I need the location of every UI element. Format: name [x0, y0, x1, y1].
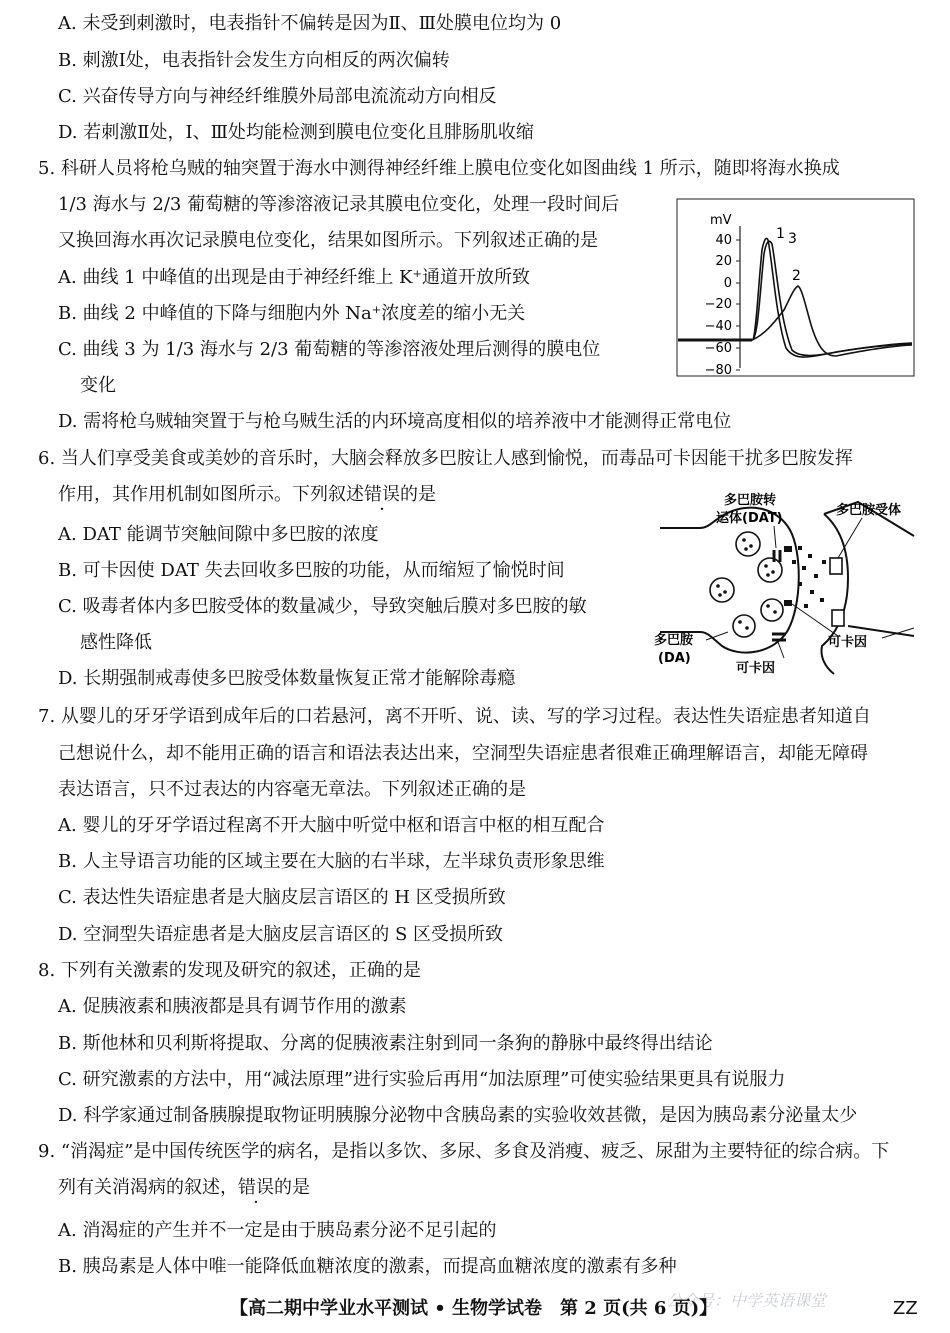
membrane-potential-figure: [676, 198, 916, 378]
receptor-label: 多巴胺受体: [836, 503, 902, 518]
da-label-line1: 多巴胺: [654, 633, 694, 648]
q5-stem-line3: 又换回海水再次记录膜电位变化，结果如图所示。下列叙述正确的是: [58, 230, 598, 251]
tick-label: 40: [715, 233, 732, 248]
q7-option-c: C. 表达性失语症患者是大脑皮层言语区的 H 区受损所致: [58, 887, 506, 908]
q6-option-c-line1: C. 吸毒者体内多巴胺受体的数量减少，导致突触后膜对多巴胺的敏: [58, 596, 587, 617]
emphasis-char: 错误: [364, 484, 400, 505]
postsynaptic-membrane: [822, 514, 849, 674]
q9-stem-line1: 9. “消渴症”是中国传统医学的病名，是指以多饮、多尿、多食及消瘦、疲乏、尿甜为主要特征的综合病。下: [38, 1141, 890, 1162]
q8-option-b: B. 斯他林和贝利斯将提取、分离的促胰液素注射到同一条狗的静脉中最终得出结论: [58, 1033, 713, 1054]
q6-option-c-line2: 感性降低: [80, 632, 152, 653]
figure-unit-label: mV: [710, 213, 732, 228]
q6-stem-line2: [58, 483, 436, 507]
cocaine-label-bottom: 可卡因: [736, 661, 776, 676]
q8-option-d: D. 科学家通过制备胰腺提取物证明胰腺分泌物中含胰岛素的实验收效甚微，是因为胰岛素分泌量太少: [58, 1105, 858, 1126]
dat-label-line1: 多巴胺转: [724, 493, 777, 508]
q5-stem-line1: 5. 科研人员将枪乌贼的轴突置于海水中测得神经纤维上膜电位变化如图曲线 1 所示，随即将海水换成: [38, 158, 840, 179]
q7-option-d: D. 空洞型失语症患者是大脑皮层言语区的 S 区受损所致: [58, 924, 504, 945]
q7-stem-line1: 7. 从婴儿的牙牙学语到成年后的口若悬河，离不开听、说、读、写的学习过程。表达性失语症患者知道自: [38, 706, 871, 727]
q7-stem-line2: 己想说什么，却不能用正确的语言和语法表达出来，空洞型失语症患者很难正确理解语言，却能无障碍: [58, 743, 868, 764]
q9-stem-line2: [58, 1176, 310, 1200]
q7-option-b: B. 人主导语言功能的区域主要在大脑的右半球，左半球负责形象思维: [58, 851, 605, 872]
page-footer: 【高二期中学业水平测试 • 生物学试卷 第 2 页(共 6 页)】: [230, 1298, 718, 1319]
curve-1: [752, 238, 912, 357]
synapse-figure: [652, 486, 917, 678]
tick-label: 20: [715, 254, 732, 269]
q9-option-b: B. 胰岛素是人体中唯一能降低血糖浓度的激素，而提高血糖浓度的激素有多种: [58, 1256, 677, 1277]
da-label-line2: (DA): [658, 651, 691, 666]
dat-label-line2: 运体(DAT): [716, 511, 783, 526]
q6-stem-text-a: 作用，其作用机制如图所示。下列叙述: [58, 484, 364, 505]
watermark: 公众号：中学英语课堂: [666, 1291, 827, 1310]
q7-option-a: A. 婴儿的牙牙学语过程离不开大脑中听觉中枢和语言中枢的相互配合: [58, 815, 605, 836]
emphasis-char: 错误: [238, 1177, 274, 1198]
q4-option-a: A. 未受到刺激时，电表指针不偏转是因为Ⅱ、Ⅲ处膜电位均为 0: [58, 13, 562, 34]
q5-option-a: A. 曲线 1 中峰值的出现是由于神经纤维上 K⁺通道开放所致: [58, 267, 531, 288]
q6-stem-line1: 6. 当人们享受美食或美妙的音乐时，大脑会释放多巴胺让人感到愉悦，而毒品可卡因能干扰多巴胺发挥: [38, 448, 853, 469]
q5-option-d: D. 需将枪乌贼轴突置于与枪乌贼生活的内环境高度相似的培养液中才能测得正常电位: [58, 411, 732, 432]
q6-option-d: D. 长期强制戒毒使多巴胺受体数量恢复正常才能解除毒瘾: [58, 668, 516, 689]
tick-label: −40: [704, 319, 732, 334]
q6-stem-text-c: 的是: [400, 484, 436, 505]
curve-label-3: 3: [788, 231, 797, 247]
q6-option-b: B. 可卡因使 DAT 失去回收多巴胺的功能，从而缩短了愉悦时间: [58, 560, 565, 581]
cocaine-label-right: 可卡因: [828, 635, 868, 650]
q5-stem-line2: 1/3 海水与 2/3 葡萄糖的等渗溶液记录其膜电位变化，处理一段时间后: [58, 194, 620, 215]
q8-option-c: C. 研究激素的方法中，用“减法原理”进行实验后再用“加法原理”可使实验结果更具有说服力: [58, 1069, 786, 1090]
tick-label: 0: [723, 276, 732, 291]
q9-stem-text-a: 列有关消渴病的叙述，: [58, 1177, 238, 1198]
q9-option-a: A. 消渴症的产生并不一定是由于胰岛素分泌不足引起的: [58, 1220, 497, 1241]
q6-option-a: A. DAT 能调节突触间隙中多巴胺的浓度: [58, 524, 379, 545]
q8-stem: 8. 下列有关激素的发现及研究的叙述，正确的是: [38, 960, 421, 981]
q4-option-d: D. 若刺激Ⅱ处，Ⅰ、Ⅲ处均能检测到膜电位变化且腓肠肌收缩: [58, 122, 534, 143]
q7-stem-line3: 表达语言，只不过表达的内容毫无章法。下列叙述正确的是: [58, 779, 526, 800]
curve-label-2: 2: [792, 268, 801, 284]
q6-emphasis: [364, 484, 400, 505]
tick-label: −80: [704, 363, 732, 378]
q4-option-c: C. 兴奋传导方向与神经纤维膜外局部电流流动方向相反: [58, 86, 497, 107]
tick-label: −60: [704, 341, 732, 356]
q9-stem-text-c: 的是: [274, 1177, 310, 1198]
tick-label: −20: [704, 297, 732, 312]
q5-option-b: B. 曲线 2 中峰值的下降与细胞内外 Na⁺浓度差的缩小无关: [58, 303, 526, 324]
curve-label-1: 1: [776, 226, 785, 242]
q5-option-c-line2: 变化: [80, 375, 116, 396]
q4-option-b: B. 刺激Ⅰ处，电表指针会发生方向相反的两次偏转: [58, 50, 450, 71]
q8-option-a: A. 促胰液素和胰液都是具有调节作用的激素: [58, 996, 407, 1017]
q5-option-c-line1: C. 曲线 3 为 1/3 海水与 2/3 葡萄糖的等渗溶液处理后测得的膜电位: [58, 339, 601, 360]
paper-code: ZZ: [893, 1298, 918, 1319]
